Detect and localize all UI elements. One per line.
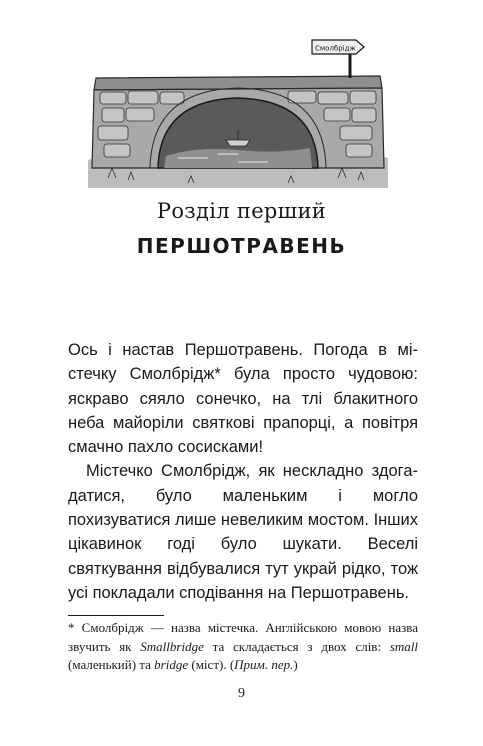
translator-note: Прим. пер.	[234, 657, 294, 672]
footnote-text: та складається з двох слів:	[203, 638, 390, 654]
footnote-text: )	[293, 657, 298, 672]
footnote-word: Smallbridge	[140, 638, 204, 654]
footnote	[68, 619, 418, 675]
footnote-text: (маленький) та	[68, 657, 155, 672]
chapter-title: ПЕРШОТРАВЕНЬ	[136, 234, 347, 258]
paragraph: Містечко Смолбрідж, як нескладно здогадатися, було маленьким і могло похизуватися лише невеликим мостом. Інших цікавинок годі було шукати. Веселі святкування відбувалися тут украй рідко, тож усі покладали сподівання на Першотравень.	[68, 462, 418, 602]
chapter-label: Розділ перший	[156, 199, 327, 223]
footnote-text: Смолбрідж — назва містечка. Англійською мовою назва звучить як	[68, 620, 418, 654]
footnote-word: small	[389, 638, 419, 654]
body-text	[68, 338, 418, 605]
footnote-text: (міст). (	[188, 657, 235, 672]
footnote-divider	[68, 615, 164, 616]
footnote-word: bridge	[154, 657, 189, 672]
paragraph: Ось і настав Першотравень. Погода в містечку Смолбрідж* була просто чудовою: яскраво сяяло сонечко, на тлі блакитного неба майоріли святкові прапорці, а повітря смачно пахло сосисками!	[68, 341, 418, 457]
bridge-illustration	[88, 28, 388, 188]
footnote-marker: *	[68, 620, 75, 635]
page-number: 9	[238, 686, 245, 701]
sign-text: Смолбрідж	[315, 44, 356, 53]
